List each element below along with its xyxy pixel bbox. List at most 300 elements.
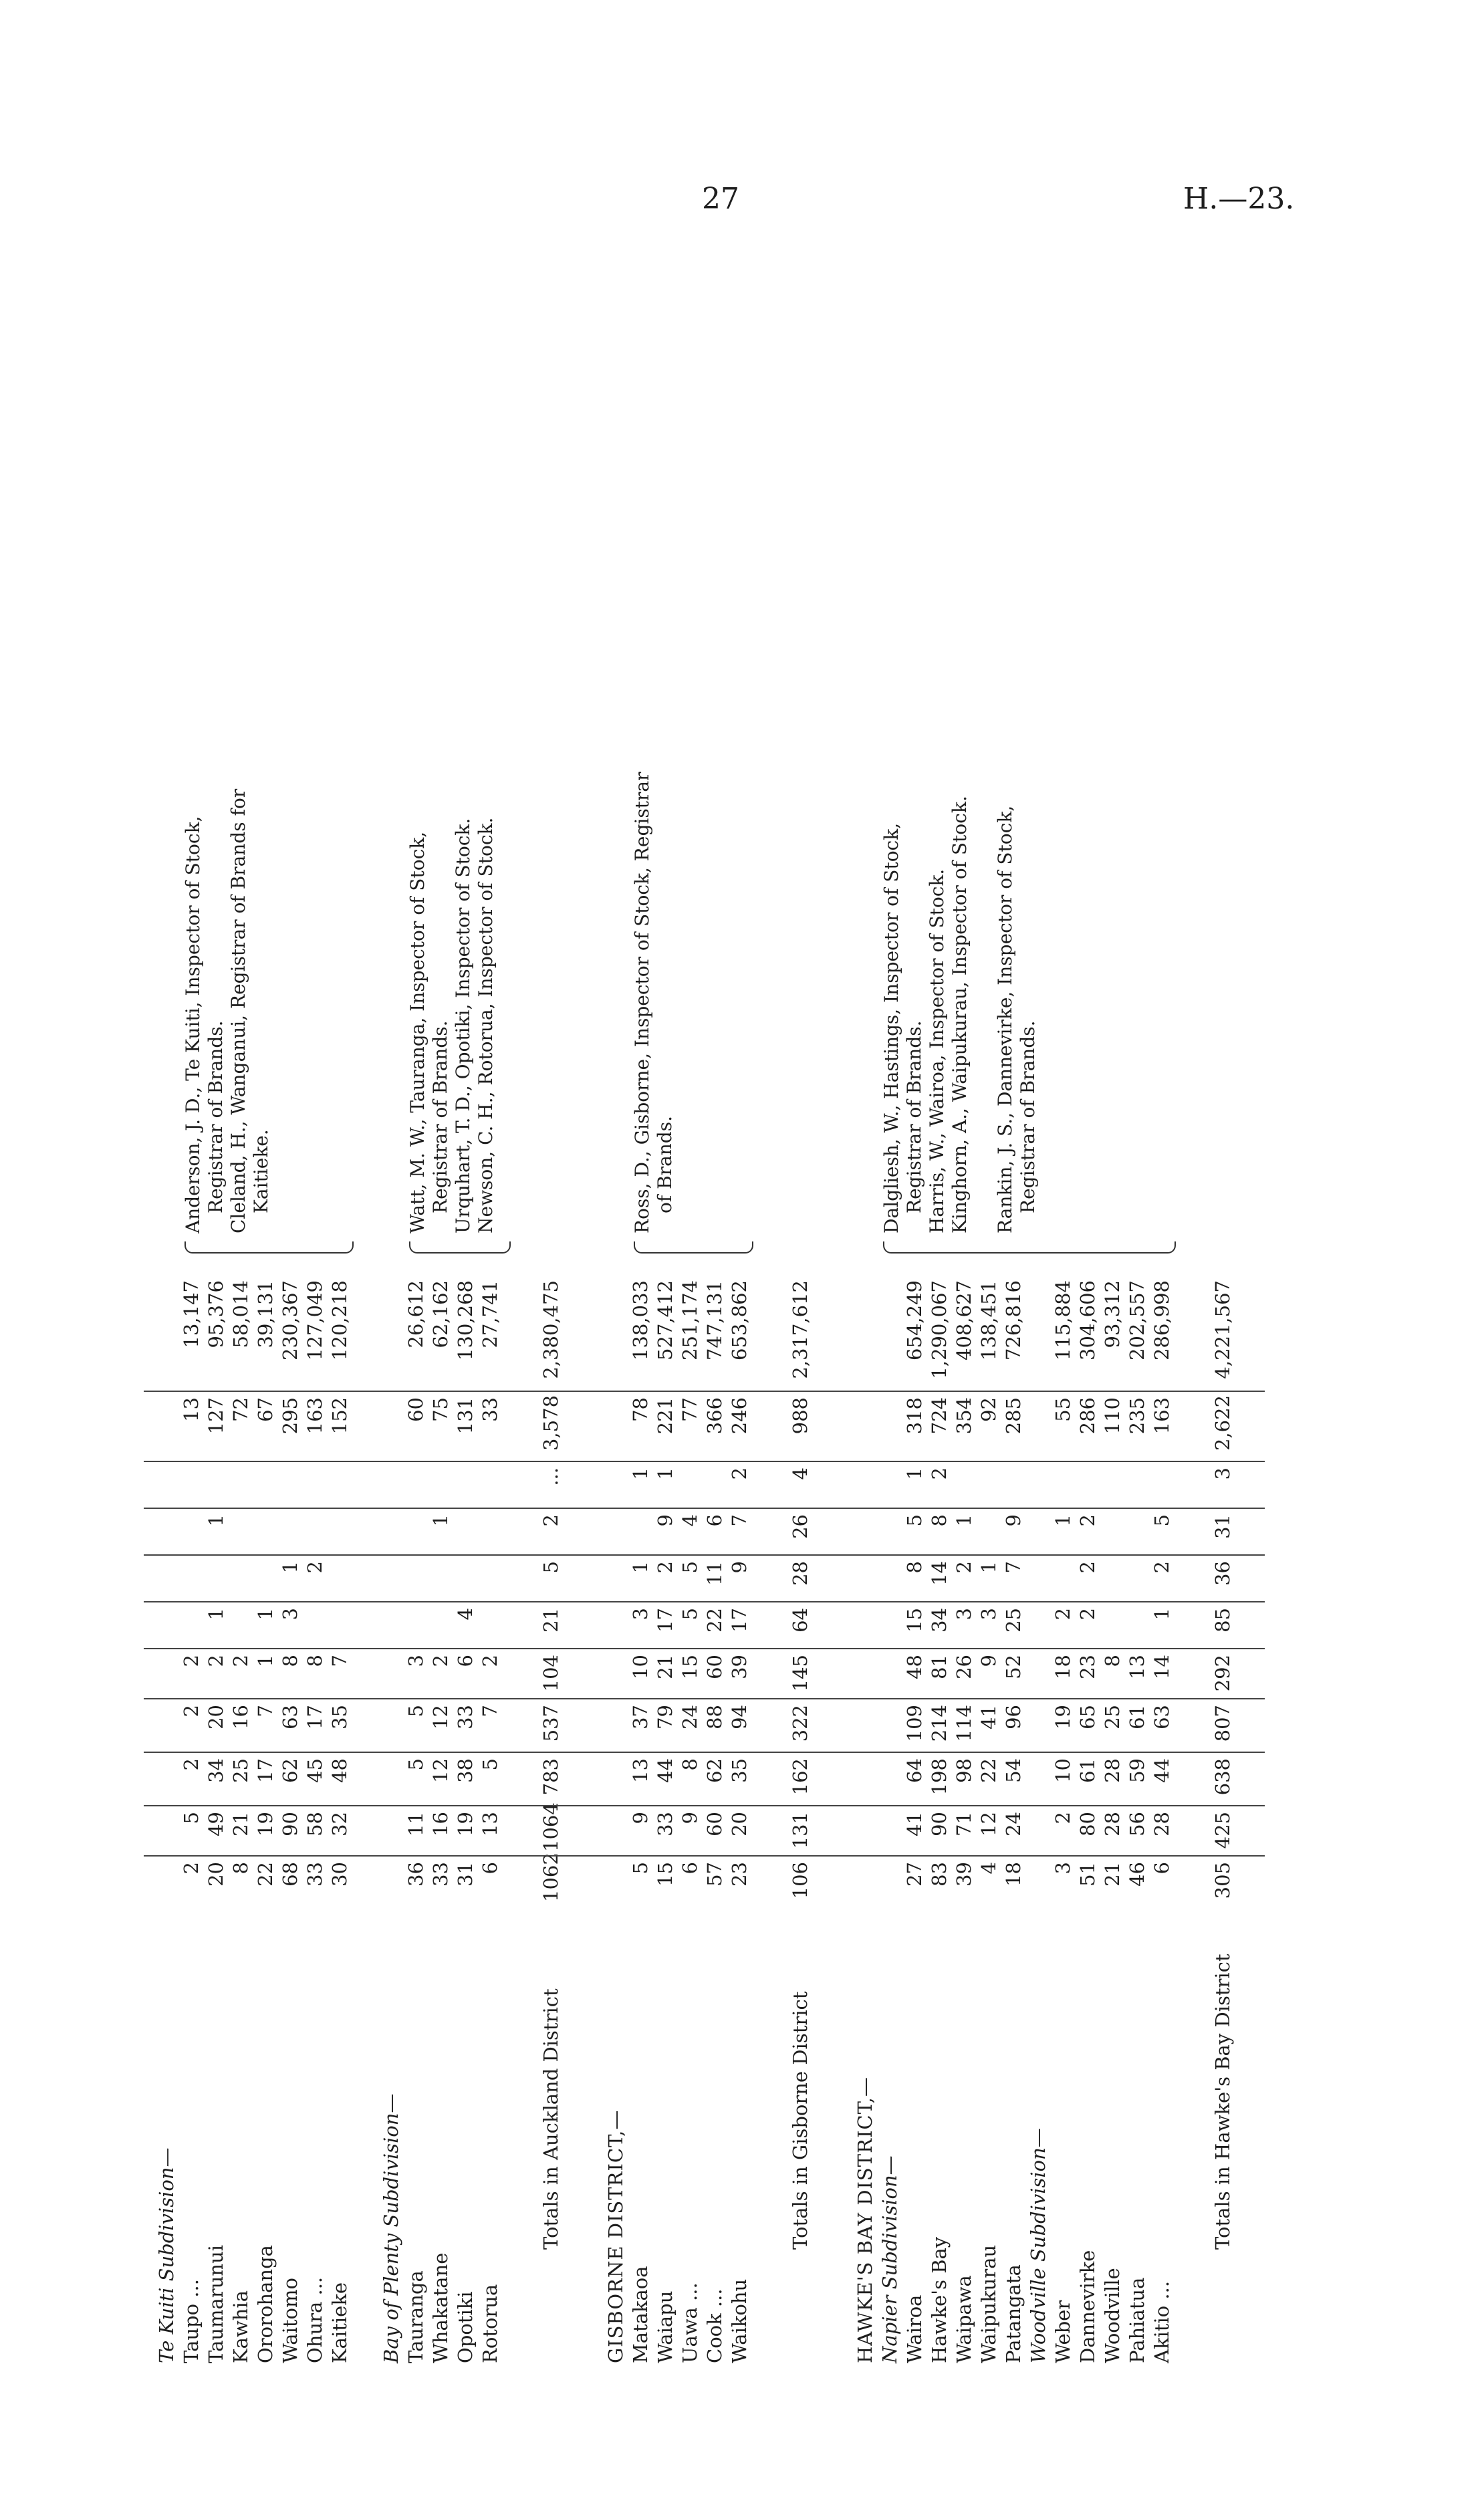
cell-value: 17 <box>654 1608 676 1633</box>
cell-value: 28 <box>1150 1812 1173 1836</box>
row-label: Ororohanga <box>254 2245 277 2363</box>
cell-value: 6 <box>703 1514 726 1527</box>
cell-value: 2 <box>180 1705 203 1717</box>
cell-value: 90 <box>928 1812 951 1836</box>
cell-value: 221 <box>654 1397 676 1435</box>
cell-value: 27,741 <box>479 1280 501 1348</box>
cell-value: 59 <box>1126 1758 1148 1783</box>
cell-value: 32 <box>328 1812 351 1836</box>
cell-value: 65 <box>1076 1705 1099 1730</box>
cell-value: 6 <box>678 1862 701 1875</box>
cell-value: 17 <box>254 1758 277 1783</box>
cell-value: 2 <box>180 1758 203 1771</box>
row-label: Matakaoa <box>629 2266 652 2363</box>
cell-value: 5 <box>678 1608 701 1621</box>
cell-value: 93,312 <box>1101 1280 1124 1348</box>
row-label: Waiapu <box>654 2290 676 2363</box>
cell-value: 13 <box>479 1812 501 1836</box>
cell-value: 807 <box>1211 1705 1234 1742</box>
cell-value: 1 <box>205 1608 227 1621</box>
brace-icon <box>883 1241 1176 1254</box>
inspector-line: Urquhart, T. D., Opotiki, Inspector of Stock. <box>452 818 474 1233</box>
cell-value: 305 <box>1211 1862 1234 1899</box>
cell-value: 49 <box>205 1812 227 1836</box>
stock-returns-table <box>117 358 1360 2363</box>
row-label: Wairoa <box>903 2294 926 2363</box>
row-label: Uawa ... <box>678 2282 701 2363</box>
row-label: Akitio ... <box>1150 2280 1173 2363</box>
cell-value: 3 <box>953 1608 975 1621</box>
cell-value: 2 <box>180 1655 203 1667</box>
inspector-line: Kaitieke. <box>250 1129 272 1213</box>
cell-value: 45 <box>303 1758 326 1783</box>
cell-value: 110 <box>1101 1397 1124 1435</box>
cell-value: 7 <box>328 1655 351 1667</box>
column-rule <box>144 1805 1265 1806</box>
cell-value: 5 <box>404 1705 427 1717</box>
row-label: Kaitieke <box>328 2282 351 2363</box>
cell-value: 19 <box>454 1812 477 1836</box>
cell-value: 783 <box>539 1758 562 1796</box>
inspector-line: Anderson, J. D., Te Kuiti, Inspector of Stock, <box>182 816 204 1233</box>
cell-value: 60 <box>703 1655 726 1679</box>
cell-value: 25 <box>1101 1705 1124 1730</box>
cell-value: 198 <box>928 1758 951 1796</box>
cell-value: 28 <box>789 1561 812 1586</box>
cell-value: 214 <box>928 1705 951 1742</box>
cell-value: 638 <box>1211 1758 1234 1796</box>
row-label: Pahiatua <box>1126 2277 1148 2363</box>
cell-value: 138,033 <box>629 1280 652 1360</box>
cell-value: 286 <box>1076 1397 1099 1435</box>
row-label: Ohura ... <box>303 2276 326 2363</box>
cell-value: 57 <box>703 1862 726 1887</box>
cell-value: 230,367 <box>279 1280 301 1360</box>
cell-value: 15 <box>654 1862 676 1887</box>
inspector-line: Registrar of Brands. <box>429 1020 451 1213</box>
cell-value: 34 <box>205 1758 227 1783</box>
column-rule <box>144 1461 1265 1462</box>
cell-value: 653,862 <box>728 1280 751 1360</box>
cell-value: 2 <box>539 1514 562 1527</box>
cell-value: 2 <box>303 1561 326 1574</box>
cell-value: 408,627 <box>953 1280 975 1360</box>
cell-value: 7 <box>1002 1561 1025 1574</box>
inspector-line: Registrar of Brands. <box>205 1020 227 1213</box>
cell-value: 54 <box>1002 1758 1025 1783</box>
cell-value: 21 <box>654 1655 676 1679</box>
cell-value: 64 <box>789 1608 812 1633</box>
cell-value: 104 <box>539 1655 562 1692</box>
cell-value: 22 <box>254 1862 277 1887</box>
cell-value: 16 <box>429 1812 452 1836</box>
cell-value: 3 <box>629 1608 652 1621</box>
row-label: Patangata <box>1002 2264 1025 2363</box>
inspector-line: Registrar of Brands. <box>903 1020 925 1213</box>
cell-value: 33 <box>479 1397 501 1422</box>
cell-value: 20 <box>205 1705 227 1730</box>
row-label: Taupo ... <box>180 2279 203 2363</box>
cell-value: 2,622 <box>1211 1395 1234 1451</box>
cell-value: 64 <box>903 1758 926 1783</box>
cell-value: 366 <box>703 1397 726 1435</box>
cell-value: 163 <box>1150 1397 1173 1435</box>
section-title: GISBORNE DISTRICT,— <box>604 2109 627 2363</box>
cell-value: 51 <box>1076 1862 1099 1887</box>
cell-value: 19 <box>254 1812 277 1836</box>
cell-value: 726,816 <box>1002 1280 1025 1360</box>
cell-value: 3 <box>279 1608 301 1621</box>
cell-value: 41 <box>903 1812 926 1836</box>
cell-value: 80 <box>1076 1812 1099 1836</box>
page-number: 27 <box>702 182 739 216</box>
cell-value: 724 <box>928 1397 951 1435</box>
cell-value: 35 <box>328 1705 351 1730</box>
cell-value: 2 <box>928 1467 951 1480</box>
cell-value: 98 <box>953 1758 975 1783</box>
cell-value: 1 <box>254 1655 277 1667</box>
cell-value: 202,557 <box>1126 1280 1148 1360</box>
cell-value: 88 <box>703 1705 726 1730</box>
cell-value: 318 <box>903 1397 926 1435</box>
cell-value: 8 <box>229 1862 252 1875</box>
cell-value: 33 <box>429 1862 452 1887</box>
cell-value: 9 <box>1002 1514 1025 1527</box>
cell-value: 48 <box>903 1655 926 1679</box>
cell-value: 2 <box>1052 1812 1074 1824</box>
row-label: Waikohu <box>728 2278 751 2363</box>
cell-value: 58 <box>303 1812 326 1836</box>
cell-value: 28 <box>1101 1812 1124 1836</box>
cell-value: 2 <box>180 1862 203 1875</box>
total-label: Totals in Auckland District <box>539 1988 562 2250</box>
inspector-line: Harris, W., Wairoa, Inspector of Stock. <box>926 868 948 1233</box>
cell-value: 22 <box>703 1608 726 1633</box>
cell-value: 33 <box>654 1812 676 1836</box>
cell-value: 1 <box>254 1608 277 1621</box>
cell-value: 20 <box>205 1862 227 1887</box>
cell-value: 1,290,067 <box>928 1280 951 1379</box>
cell-value: 6 <box>479 1862 501 1875</box>
cell-value: 9 <box>977 1655 1000 1667</box>
cell-value: 15 <box>903 1608 926 1633</box>
cell-value: 9 <box>678 1812 701 1824</box>
cell-value: 537 <box>539 1705 562 1742</box>
cell-value: 14 <box>928 1561 951 1586</box>
cell-value: 5 <box>903 1514 926 1527</box>
section-title: Bay of Plenty Subdivision— <box>380 2093 402 2363</box>
inspector-line: Newson, C. H., Rotorua, Inspector of Stock. <box>475 817 497 1233</box>
cell-value: 10 <box>629 1655 652 1679</box>
cell-value: 2 <box>229 1655 252 1667</box>
cell-value: 7 <box>728 1514 751 1527</box>
brace-icon <box>634 1241 753 1254</box>
row-label: Hawke's Bay <box>928 2236 951 2363</box>
cell-value: 2 <box>1076 1608 1099 1621</box>
cell-value: 78 <box>629 1397 652 1422</box>
cell-value: 8 <box>279 1655 301 1667</box>
cell-value: 4 <box>789 1467 812 1480</box>
cell-value: 19 <box>1052 1705 1074 1730</box>
cell-value: 131 <box>454 1397 477 1435</box>
cell-value: 75 <box>429 1397 452 1422</box>
column-rule <box>144 1601 1265 1602</box>
cell-value: 527,412 <box>654 1280 676 1360</box>
cell-value: 44 <box>654 1758 676 1783</box>
cell-value: 52 <box>1002 1655 1025 1679</box>
cell-value: 988 <box>789 1397 812 1435</box>
cell-value: 235 <box>1126 1397 1148 1435</box>
cell-value: 2 <box>1076 1561 1099 1574</box>
cell-value: 8 <box>1101 1655 1124 1667</box>
cell-value: 23 <box>1076 1655 1099 1679</box>
cell-value: 39,131 <box>254 1280 277 1348</box>
cell-value: 6 <box>454 1655 477 1667</box>
cell-value: 304,606 <box>1076 1280 1099 1360</box>
row-label: Taumarunui <box>205 2244 227 2363</box>
cell-value: 81 <box>928 1655 951 1679</box>
cell-value: 27 <box>903 1862 926 1887</box>
cell-value: 22 <box>977 1758 1000 1783</box>
cell-value: 37 <box>629 1705 652 1730</box>
cell-value: 5 <box>479 1758 501 1771</box>
row-label: Waipukurau <box>977 2244 1000 2363</box>
cell-value: 162 <box>789 1758 812 1796</box>
cell-value: 46 <box>1126 1862 1148 1887</box>
cell-value: 60 <box>404 1397 427 1422</box>
cell-value: 2 <box>654 1561 676 1574</box>
cell-value: 322 <box>789 1705 812 1742</box>
cell-value: 79 <box>654 1705 676 1730</box>
cell-value: 1 <box>654 1467 676 1480</box>
row-label: Waipawa <box>953 2275 975 2363</box>
cell-value: 31 <box>1211 1514 1234 1539</box>
cell-value: 2 <box>205 1655 227 1667</box>
row-label: Weber <box>1052 2300 1074 2363</box>
cell-value: 425 <box>1211 1812 1234 1849</box>
cell-value: 26 <box>953 1655 975 1679</box>
column-rule <box>144 1508 1265 1509</box>
cell-value: 120,218 <box>328 1280 351 1360</box>
cell-value: 13 <box>1126 1655 1148 1679</box>
cell-value: 145 <box>789 1655 812 1692</box>
cell-value: 292 <box>1211 1655 1234 1692</box>
cell-value: 77 <box>678 1397 701 1422</box>
cell-value: 48 <box>328 1758 351 1783</box>
cell-value: 36 <box>1211 1561 1234 1586</box>
cell-value: 33 <box>454 1705 477 1730</box>
cell-value: 58,014 <box>229 1280 252 1348</box>
cell-value: 10 <box>1052 1758 1074 1783</box>
cell-value: 18 <box>1002 1862 1025 1887</box>
cell-value: 251,174 <box>678 1280 701 1360</box>
cell-value: 8 <box>678 1758 701 1771</box>
row-label: Napier Subdivision— <box>878 2155 901 2363</box>
cell-value: 7 <box>479 1705 501 1717</box>
cell-value: 41 <box>977 1705 1000 1730</box>
cell-value: 1 <box>977 1561 1000 1574</box>
cell-value: 71 <box>953 1812 975 1836</box>
cell-value: 2,380,475 <box>539 1280 562 1379</box>
cell-value: 24 <box>678 1705 701 1730</box>
cell-value: 163 <box>303 1397 326 1435</box>
cell-value: 8 <box>303 1655 326 1667</box>
cell-value: 9 <box>629 1812 652 1824</box>
inspector-line: Kinghorn, A., Waipukurau, Inspector of Stock. <box>949 796 971 1233</box>
section-title: HAWKE'S BAY DISTRICT,— <box>854 2076 876 2363</box>
cell-value: 85 <box>1211 1608 1234 1633</box>
cell-value: 60 <box>703 1812 726 1836</box>
cell-value: 5 <box>180 1812 203 1824</box>
cell-value: 94 <box>728 1705 751 1730</box>
cell-value: 152 <box>328 1397 351 1435</box>
cell-value: 3 <box>1211 1467 1234 1480</box>
cell-value: 285 <box>1002 1397 1025 1435</box>
inspector-line: Registrar of Brands. <box>1017 1020 1039 1213</box>
cell-value: 131 <box>789 1812 812 1849</box>
cell-value: 36 <box>404 1862 427 1887</box>
cell-value: 55 <box>1052 1397 1074 1422</box>
cell-value: 295 <box>279 1397 301 1435</box>
cell-value: 5 <box>678 1561 701 1574</box>
cell-value: 72 <box>229 1397 252 1422</box>
cell-value: 1064 <box>539 1802 562 1852</box>
cell-value: 61 <box>1126 1705 1148 1730</box>
cell-value: 63 <box>279 1705 301 1730</box>
cell-value: 38 <box>454 1758 477 1783</box>
cell-value: 106 <box>789 1862 812 1899</box>
cell-value: 18 <box>1052 1655 1074 1679</box>
cell-value: 127,049 <box>303 1280 326 1360</box>
cell-value: 39 <box>728 1655 751 1679</box>
row-label: Kawhia <box>229 2290 252 2363</box>
cell-value: 1 <box>629 1467 652 1480</box>
cell-value: 5 <box>1150 1514 1173 1527</box>
row-label: Woodville Subdivision— <box>1027 2128 1049 2363</box>
cell-value: 114 <box>953 1705 975 1742</box>
cell-value: 25 <box>229 1758 252 1783</box>
cell-value: 1 <box>629 1561 652 1574</box>
cell-value: 2 <box>728 1467 751 1480</box>
column-rule <box>144 1855 1265 1857</box>
cell-value: 1062 <box>539 1853 562 1902</box>
cell-value: 12 <box>429 1705 452 1730</box>
cell-value: 2 <box>1052 1608 1074 1621</box>
total-label: Totals in Hawke's Bay District <box>1211 1953 1234 2250</box>
cell-value: 16 <box>229 1705 252 1730</box>
cell-value: 286,998 <box>1150 1280 1173 1360</box>
cell-value: 9 <box>728 1561 751 1574</box>
cell-value: 61 <box>1076 1758 1099 1783</box>
brace-icon <box>184 1241 354 1254</box>
cell-value: 8 <box>903 1561 926 1574</box>
cell-value: 130,268 <box>454 1280 477 1360</box>
cell-value: 62,162 <box>429 1280 452 1348</box>
column-rule <box>144 1752 1265 1753</box>
cell-value: 35 <box>728 1758 751 1783</box>
cell-value: 25 <box>1002 1608 1025 1633</box>
cell-value: 9 <box>654 1514 676 1527</box>
cell-value: 21 <box>1101 1862 1124 1887</box>
cell-value: 17 <box>303 1705 326 1730</box>
cell-value: 95,376 <box>205 1280 227 1348</box>
cell-value: 654,249 <box>903 1280 926 1360</box>
cell-value: 21 <box>539 1608 562 1633</box>
row-label: Waitomo <box>279 2278 301 2363</box>
cell-value: ... <box>539 1467 562 1486</box>
cell-value: 1 <box>1150 1608 1173 1621</box>
cell-value: 4,221,567 <box>1211 1280 1234 1379</box>
column-rule <box>144 1391 1265 1392</box>
cell-value: 2 <box>1076 1514 1099 1527</box>
cell-value: 13,147 <box>180 1280 203 1348</box>
inspector-line: Ross, D., Gisborne, Inspector of Stock, Registrar <box>631 771 653 1233</box>
cell-value: 92 <box>977 1397 1000 1422</box>
cell-value: 33 <box>303 1862 326 1887</box>
cell-value: 63 <box>1150 1705 1173 1730</box>
cell-value: 4 <box>678 1514 701 1527</box>
cell-value: 15 <box>678 1655 701 1679</box>
cell-value: 62 <box>279 1758 301 1783</box>
cell-value: 138,451 <box>977 1280 1000 1360</box>
row-label: Tauranga <box>404 2270 427 2363</box>
cell-value: 5 <box>539 1561 562 1574</box>
cell-value: 2 <box>429 1655 452 1667</box>
row-label: Woodville <box>1101 2268 1124 2363</box>
cell-value: 3 <box>404 1655 427 1667</box>
cell-value: 17 <box>728 1608 751 1633</box>
cell-value: 5 <box>629 1862 652 1875</box>
row-label: Cook ... <box>703 2288 726 2363</box>
cell-value: 1 <box>953 1514 975 1527</box>
cell-value: 11 <box>404 1812 427 1836</box>
cell-value: 5 <box>404 1758 427 1771</box>
cell-value: 6 <box>1150 1862 1173 1875</box>
cell-value: 3 <box>1052 1862 1074 1875</box>
inspector-line: Rankin, J. S., Dannevirke, Inspector of Stock, <box>994 805 1016 1233</box>
cell-value: 3 <box>977 1608 1000 1621</box>
cell-value: 68 <box>279 1862 301 1887</box>
cell-value: 4 <box>977 1862 1000 1875</box>
brace-icon <box>409 1241 511 1254</box>
column-rule <box>144 1648 1265 1649</box>
cell-value: 23 <box>728 1862 751 1887</box>
cell-value: 127 <box>205 1397 227 1435</box>
cell-value: 12 <box>429 1758 452 1783</box>
cell-value: 30 <box>328 1862 351 1887</box>
cell-value: 12 <box>977 1812 1000 1836</box>
inspector-line: Cleland, H., Wanganui, Registrar of Brands for <box>227 788 249 1233</box>
inspector-line: of Brands. <box>654 1115 676 1213</box>
inspector-line: Watt, M. W., Tauranga, Inspector of Stock, <box>406 831 428 1233</box>
inspector-line: Dalgliesh, W., Hastings, Inspector of Stock, <box>880 822 902 1233</box>
cell-value: 62 <box>703 1758 726 1783</box>
cell-value: 26,612 <box>404 1280 427 1348</box>
cell-value: 7 <box>254 1705 277 1717</box>
cell-value: 3,578 <box>539 1395 562 1451</box>
column-rule <box>144 1554 1265 1556</box>
cell-value: 90 <box>279 1812 301 1836</box>
cell-value: 31 <box>454 1862 477 1887</box>
cell-value: 28 <box>1101 1758 1124 1783</box>
cell-value: 8 <box>928 1514 951 1527</box>
cell-value: 354 <box>953 1397 975 1435</box>
cell-value: 109 <box>903 1705 926 1742</box>
cell-value: 1 <box>205 1514 227 1527</box>
cell-value: 34 <box>928 1608 951 1633</box>
cell-value: 4 <box>454 1608 477 1621</box>
cell-value: 13 <box>629 1758 652 1783</box>
